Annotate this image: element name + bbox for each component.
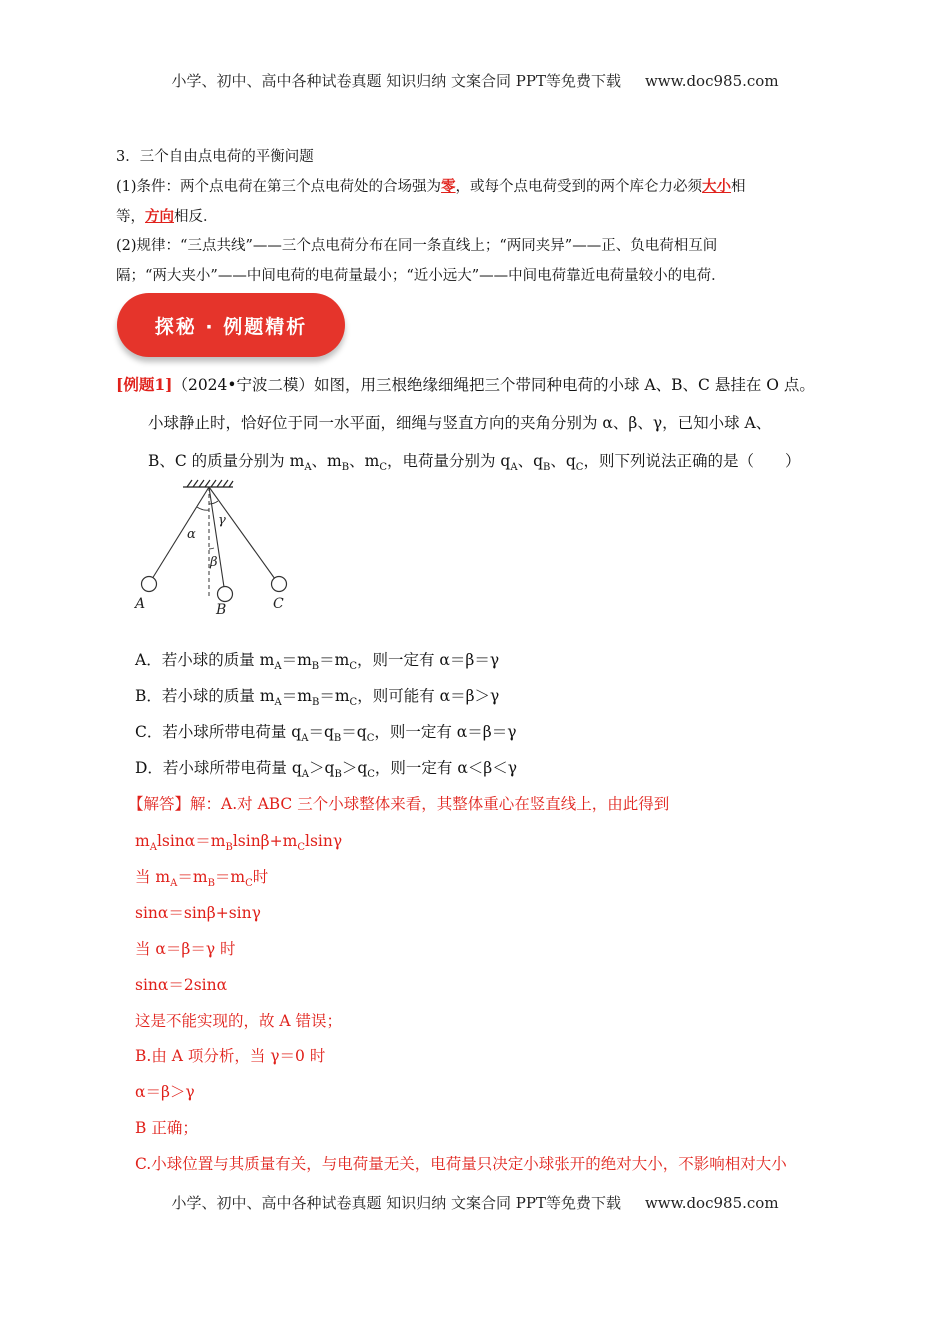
example-banner: 探秘 · 例题精析 xyxy=(117,293,345,357)
answer-line-6: sinα＝2sinα xyxy=(135,976,228,994)
ball-b xyxy=(218,587,233,602)
arc-alpha xyxy=(197,507,209,510)
label-gamma: γ xyxy=(218,513,226,528)
label-beta: β xyxy=(210,555,218,570)
option-c[interactable]: C．若小球所带电荷量 $q_A=q_B=q_C$，则一定有 α＝β＝γ xyxy=(135,723,517,745)
page-footer xyxy=(0,1192,950,1213)
header-text: 小学、初中、高中各种试卷真题 知识归纳 文案合同 PPT等免费下载 xyxy=(171,72,621,90)
question-line-3: B、C 的质量分别为 $m_A$、$m_B$、$m_C$，电荷量分别为 $q_A$、$q_B$、$q_C$，则下列说法正确的是（ ） xyxy=(148,452,801,474)
ball-c xyxy=(272,577,287,592)
string-a xyxy=(152,487,209,579)
pendulum-figure xyxy=(125,478,305,623)
label-ball-b: B xyxy=(216,602,227,618)
answer-line-9: α＝β＞γ xyxy=(135,1083,195,1101)
answer-line-7: 这是不能实现的，故 A 错误； xyxy=(135,1012,343,1030)
answer-line-1: 【解答】解：A.对 ABC 三个小球整体来看，其整体重心在竖直线上，由此得到 xyxy=(128,795,670,813)
question-tag: [例题1] xyxy=(116,375,173,394)
option-b[interactable]: B．若小球的质量 $m_A=m_B=m_C$，则可能有 α＝β＞γ xyxy=(135,687,500,709)
keyword-zero: 零 xyxy=(441,178,456,195)
footer-text: 小学、初中、高中各种试卷真题 知识归纳 文案合同 PPT等免费下载 xyxy=(171,1194,621,1212)
rule-line-2: 隔；“两大夹小”——中间电荷的电荷量最小；“近小远大”——中间电荷靠近电荷量较小的电荷． xyxy=(116,268,726,284)
ceiling-hatch xyxy=(183,480,233,487)
header-site-link[interactable]: www.doc985.com xyxy=(644,72,779,90)
answer-tag: 【解答】 xyxy=(128,795,191,813)
keyword-direction: 方向 xyxy=(145,208,174,225)
answer-line-11: C.小球位置与其质量有关，与电荷量无关，电荷量只决定小球张开的绝对大小，不影响相对大小 xyxy=(135,1155,787,1173)
arc-gamma xyxy=(209,501,218,504)
ball-a xyxy=(142,577,157,592)
footer-site-link[interactable]: www.doc985.com xyxy=(644,1194,779,1212)
string-c xyxy=(209,487,275,579)
option-a[interactable]: A．若小球的质量 $m_A=m_B=m_C$，则一定有 α＝β＝γ xyxy=(135,651,500,673)
arc-beta xyxy=(209,548,214,549)
question-line-1: [例题1]（2024•宁波二模）如图，用三根绝缘细绳把三个带同种电荷的小球 A、B、C 悬挂在 O 点。 xyxy=(116,375,815,394)
rule-line-1: (2)规律：“三点共线”——三个点电荷分布在同一条直线上；“两同夹异”——正、负电荷相互间 xyxy=(116,238,718,254)
label-ball-a: A xyxy=(135,596,146,612)
question-line-2: 小球静止时，恰好位于同一水平面，细绳与竖直方向的夹角分别为 α、β、γ，已知小球 A、 xyxy=(148,414,772,432)
option-d[interactable]: D．若小球所带电荷量 $q_A>q_B>q_C$，则一定有 α＜β＜γ xyxy=(135,759,518,781)
answer-line-4: sinα＝sinβ+sinγ xyxy=(135,904,261,922)
page-header xyxy=(0,70,950,91)
answer-line-2: $m_Alsin\alpha=m_Blsin\beta+m_Clsin\gamma$ xyxy=(135,832,343,854)
answer-line-8: B.由 A 项分析，当 γ＝0 时 xyxy=(135,1047,326,1065)
condition-line-1: (1)条件：两个点电荷在第三个点电荷处的合场强为零，或每个点电荷受到的两个库仑力必须大小相 xyxy=(116,178,746,195)
label-ball-c: C xyxy=(273,596,284,612)
label-alpha: α xyxy=(187,527,196,542)
keyword-magnitude: 大小 xyxy=(702,178,732,195)
answer-line-3: 当 $m_A=m_B=m_C$时 xyxy=(135,868,269,890)
answer-line-5: 当 α＝β＝γ 时 xyxy=(135,940,236,958)
condition-line-2: 等，方向相反． xyxy=(116,208,218,225)
answer-line-10: B 正确； xyxy=(135,1119,198,1137)
section-title: 3．三个自由点电荷的平衡问题 xyxy=(116,149,314,165)
